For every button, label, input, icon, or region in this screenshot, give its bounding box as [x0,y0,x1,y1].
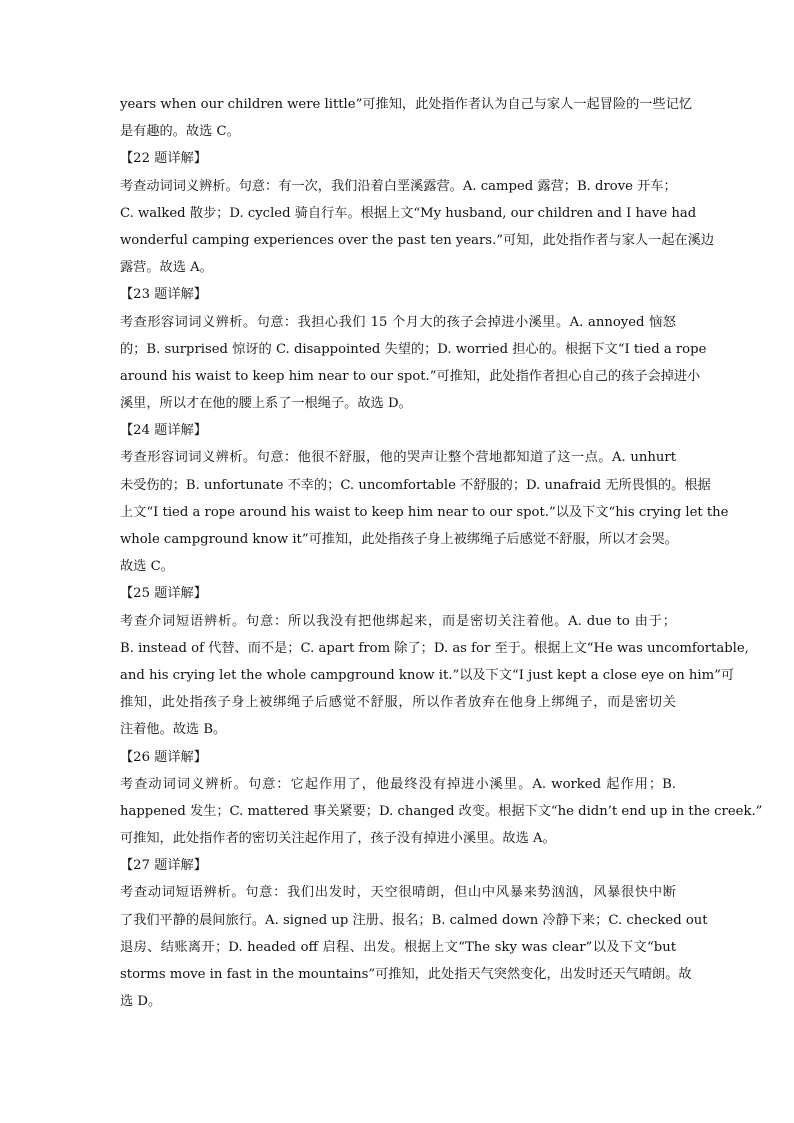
text-line: around his waist to keep him near to our spot.”可推知，此处指作者担心自己的孩子会掉进小 [120,368,701,384]
paragraph-q25 [120,608,749,744]
heading-q22: 【22 题详解】 [120,151,207,167]
paragraph-q22 [120,173,715,282]
text-line: 考查介词短语辨析。句意：所以我没有把他绑起来，而是密切关注着他。A. due to 由于； [120,613,676,629]
heading-q26: 【26 题详解】 [120,749,207,765]
text-line: storms move in fast in the mountains”可推知，此处指天气突然变化，出发时还天气晴朗。故 [120,967,692,982]
paragraph-q23 [120,309,707,418]
text-line: 上文“I tied a rope around his waist to keep him near to our spot.”以及下文“his crying let the [120,504,729,520]
text-line: 推知，此处指孩子身上被绑绳子后感觉不舒服，所以作者放弃在他身上绑绳子，而是密切关 [120,695,676,711]
text-line: 故选 C。 [120,559,174,575]
text-line: whole campground know it”可推知，此处指孩子身上被绑绳子后感觉不舒服，所以才会哭。 [120,532,678,547]
text-line: 溪里，所以才在他的腰上系了一根绳子。故选 D。 [120,396,412,412]
document-page [120,91,763,1015]
text-line: 考查形容词词义辨析。句意：他很不舒服，他的哭声让整个营地都知道了这一点。A. unhurt [120,450,676,466]
paragraph-q26 [120,771,763,853]
heading-q25: 【25 题详解】 [120,586,207,602]
heading-q24: 【24 题详解】 [120,423,207,439]
text-line: B. instead of 代替、而不是；C. apart from 除了；D. as for 至于。根据上文“He was uncomfortable, [120,640,749,656]
heading-q27: 【27 题详解】 [120,858,207,874]
text-line: happened 发生；C. mattered 事关紧要；D. changed 改变。根据下文“he didn’t end up in the creek.” [120,803,763,819]
paragraph-q24 [120,444,729,580]
text-line: 是有趣的。故选 C。 [120,124,240,140]
text-line: 退房、结账离开；D. headed off 启程、出发。根据上文“The sky was clear”以及下文“but [120,939,676,955]
text-line: 考查动词短语辨析。句意：我们出发时，天空很晴朗，但山中风暴来势汹汹，风暴很快中断 [120,885,676,901]
text-line: 选 D。 [120,994,162,1010]
text-line: 考查动词词义辨析。句意：它起作用了，他最终没有掉进小溪里。A. worked 起作用；B. [120,776,676,792]
text-line: years when our children were little”可推知，此处指作者认为自己与家人一起冒险的一些记忆 [120,97,693,112]
text-line: 可推知，此处指作者的密切关注起作用了，孩子没有掉进小溪里。故选 A。 [120,831,556,847]
text-line: 考查形容词词义辨析。句意：我担心我们 15 个月大的孩子会掉进小溪里。A. annoyed 恼怒 [120,314,676,330]
text-line: 的；B. surprised 惊讶的 C. disappointed 失望的；D. worried 担心的。根据下文“I tied a rope [120,341,707,357]
text-line: 未受伤的；B. unfortunate 不幸的；C. uncomfortable 不舒服的；D. unafraid 无所畏惧的。根据 [120,477,711,493]
text-line: 考查动词词义辨析。句意：有一次，我们沿着白垩溪露营。A. camped 露营；B. drove 开车； [120,178,677,194]
text-line: 了我们平静的晨间旅行。A. signed up 注册、报名；B. calmed down 冷静下来；C. checked out [120,912,708,928]
text-line: and his crying let the whole campground know it.”以及下文“I just kept a close eye on him”可 [120,667,735,683]
text-line: C. walked 散步；D. cycled 骑自行车。根据上文“My husband, our children and I have had [120,205,697,221]
paragraph-q27 [120,879,708,1015]
paragraph-q21-tail [120,91,693,145]
text-line: wonderful camping experiences over the past ten years.”可知，此处指作者与家人一起在溪边 [120,232,715,248]
heading-q23: 【23 题详解】 [120,287,207,303]
text-line: 注着他。故选 B。 [120,722,227,738]
text-line: 露营。故选 A。 [120,260,213,276]
